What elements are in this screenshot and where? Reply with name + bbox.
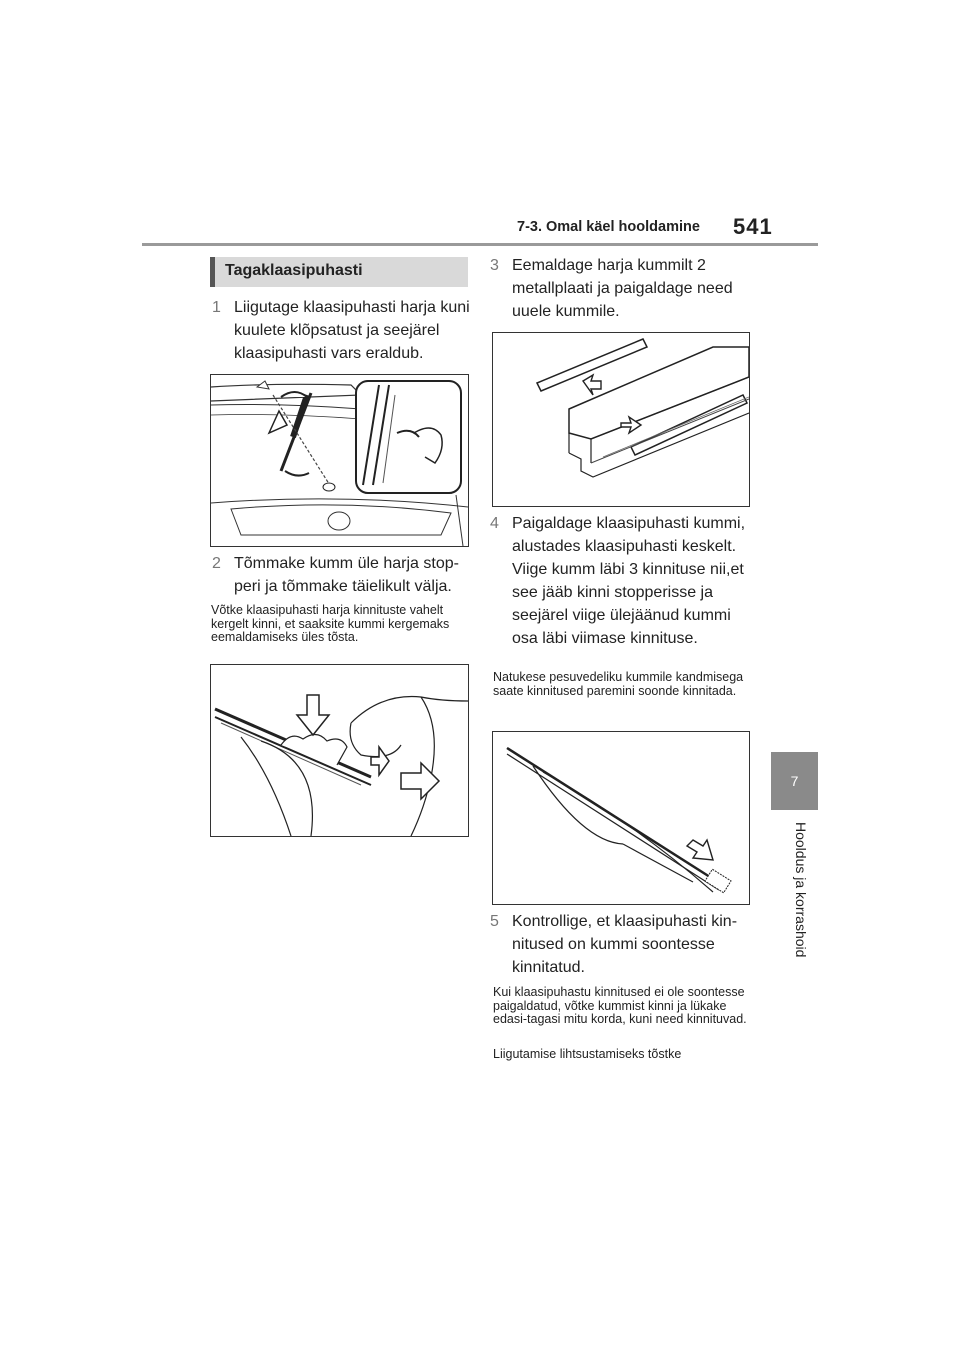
step-5 <box>490 910 752 979</box>
step-text: Paigaldage klaasipuhasti kummi, alustades klaasipuhasti keskelt. Viige kumm läbi 3 kinnituse nii,et see jääb kinni stopperisse ja seejärel viige ülejäänud kummi osa läbi viimase kinnituse. <box>512 515 746 647</box>
step-3 <box>490 254 752 323</box>
figure-rubber-install <box>492 731 750 905</box>
note-step-4: Natukese pesuvedeliku kummile kandmisega saate kinnitused paremini soonde kinnitada. <box>493 670 744 698</box>
step-number: 2 <box>212 555 221 572</box>
step-text: Eemaldage harja kummilt 2 metallplaati ja paigaldage need uuele kummile. <box>512 257 733 320</box>
note-step-5: Kui klaasipuhastu kinnitused ei ole soontesse paigaldatud, võtke kummist kinni ja lükake edasi-tagasi mitu korda, kuni need kinnituvad. <box>493 985 747 1026</box>
figure-metal-plates <box>492 332 750 507</box>
note-step-2: Võtke klaasipuhasti harja kinnituste vahelt kergelt kinni, et saaksite kummi kergemaks eemaldamiseks üles tõsta. <box>211 603 450 644</box>
step-number: 5 <box>490 913 499 930</box>
step-number: 4 <box>490 515 499 532</box>
step-number: 3 <box>490 257 499 274</box>
step-2 <box>212 552 470 598</box>
header-divider <box>142 243 818 246</box>
step-number: 1 <box>212 299 221 316</box>
figure-rubber-removal <box>210 664 469 837</box>
step-4 <box>490 512 752 650</box>
step-text: Liigutage klaasipuhasti harja kuni kuulete klõpsatust ja seejärel klaasipuhasti vars eraldub. <box>234 299 470 362</box>
section-title-bar <box>210 257 468 287</box>
chapter-tab: 7 <box>771 752 818 810</box>
section-title: Tagaklaasipuhasti <box>225 262 363 279</box>
page-number: 541 <box>733 214 773 239</box>
step-1 <box>212 296 470 365</box>
figure-wiper-arm-release <box>210 374 469 547</box>
note-step-5-continued: Liigutamise lihtsustamiseks tõstke <box>493 1047 682 1061</box>
chapter-tab-label: Hooldus ja korrashoid <box>793 822 809 958</box>
step-text: Tõmmake kumm üle harja stopperi ja tõmmake täielikult välja. <box>234 555 459 595</box>
running-header-section: 7-3. Omal käel hooldamine <box>517 219 700 235</box>
step-text: Kontrollige, et klaasipuhasti kinnitused on kummi soontesse kinnitatud. <box>512 913 738 976</box>
